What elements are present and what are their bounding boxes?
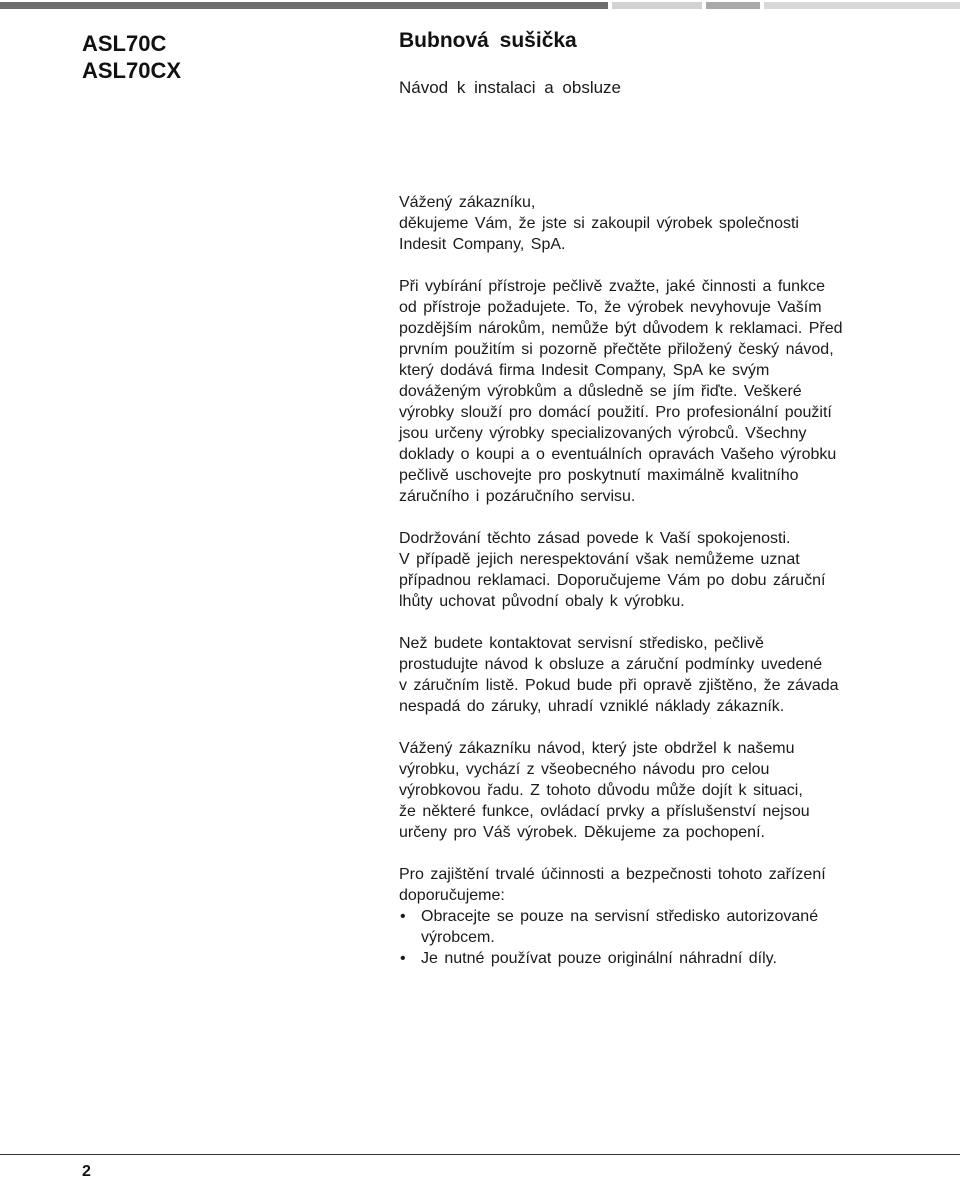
top-color-bar [0,2,960,9]
paragraph [399,633,929,717]
document-title: Bubnová sušička [399,29,577,52]
top-bar-light-segment [764,2,960,9]
text-line: pozdějším nárokům, nemůže být důvodem k reklamaci. Před [399,320,843,337]
text-line: prvním použitím si pozorně přečtěte přiložený český návod, [399,341,834,358]
footer-divider [0,1154,960,1155]
text-line: doporučujeme: [399,887,505,904]
text-line: lhůty uchovat původní obaly k výrobku. [399,593,685,610]
bullet-icon: • [400,950,406,967]
text-line: prostudujte návod k obsluze a záruční podmínky uvedené [399,656,823,673]
text-line: Obracejte se pouze na servisní středisko autorizované [421,908,819,925]
text-line: výrobkovou řadu. Z tohoto důvodu může dojít k situaci, [399,782,803,799]
text-line: Vážený zákazníku návod, který jste obdržel k našemu [399,740,795,757]
bullet-icon: • [400,908,406,925]
text-line: že některé funkce, ovládací prvky a příslušenství nejsou [399,803,810,820]
text-line: Při vybírání přístroje pečlivě zvažte, jaké činnosti a funkce [399,278,825,295]
document-subtitle: Návod k instalaci a obsluze [399,78,622,97]
text-line: pečlivě uschovejte pro poskytnutí maximálně kvalitního [399,467,799,484]
recommendations [399,864,929,969]
paragraph [399,528,929,612]
top-bar-dark-segment [0,2,608,9]
text-line: děkujeme Vám, že jste si zakoupil výrobek společnosti [399,215,799,232]
paragraph [399,738,929,843]
text-line: Pro zajištění trvalé účinnosti a bezpečnosti tohoto zařízení [399,866,826,883]
document-body [399,192,929,969]
page-number: 2 [82,1163,91,1180]
text-line: výrobky slouží pro domácí použití. Pro profesionální použití [399,404,832,421]
top-bar-mid-segment [706,2,760,9]
text-line: výrobcem. [421,929,495,946]
top-bar-light-segment [612,2,702,9]
list-item [399,948,929,969]
model-numbers [82,30,181,84]
list-item [399,906,929,948]
text-line: Je nutné používat pouze originální náhradní díly. [421,950,777,967]
text-line: dováženým výrobkům a důsledně se jím řiďte. Veškeré [399,383,802,400]
text-line: nespadá do záruky, uhradí vzniklé náklady zákazník. [399,698,785,715]
paragraph [399,276,929,507]
text-line: Dodržování těchto zásad povede k Vaší spokojenosti. [399,530,791,547]
text-line: jsou určeny výrobky specializovaných výrobců. Všechny [399,425,807,442]
text-line: v záručním listě. Pokud bude při opravě zjištěno, že závada [399,677,839,694]
text-line: případnou reklamaci. Doporučujeme Vám po dobu záruční [399,572,826,589]
text-line: doklady o koupi a o eventuálních opravách Vašeho výrobku [399,446,837,463]
bullet-list [399,906,929,969]
text-line: určeny pro Váš výrobek. Děkujeme za pochopení. [399,824,765,841]
text-line: V případě jejich nerespektování však nemůžeme uznat [399,551,800,568]
model-number: ASL70CX [82,58,182,83]
text-line: Vážený zákazníku, [399,194,536,211]
text-line: výrobku, vychází z všeobecného návodu pro celou [399,761,770,778]
text-line: Než budete kontaktovat servisní středisko, pečlivě [399,635,764,652]
text-line: který dodává firma Indesit Company, SpA ke svým [399,362,770,379]
intro-paragraph [399,192,929,255]
text-line: záručního i pozáručního servisu. [399,488,636,505]
text-line: od přístroje požadujete. To, že výrobek nevyhovuje Vaším [399,299,822,316]
model-number: ASL70C [82,31,167,56]
text-line: Indesit Company, SpA. [399,236,566,253]
